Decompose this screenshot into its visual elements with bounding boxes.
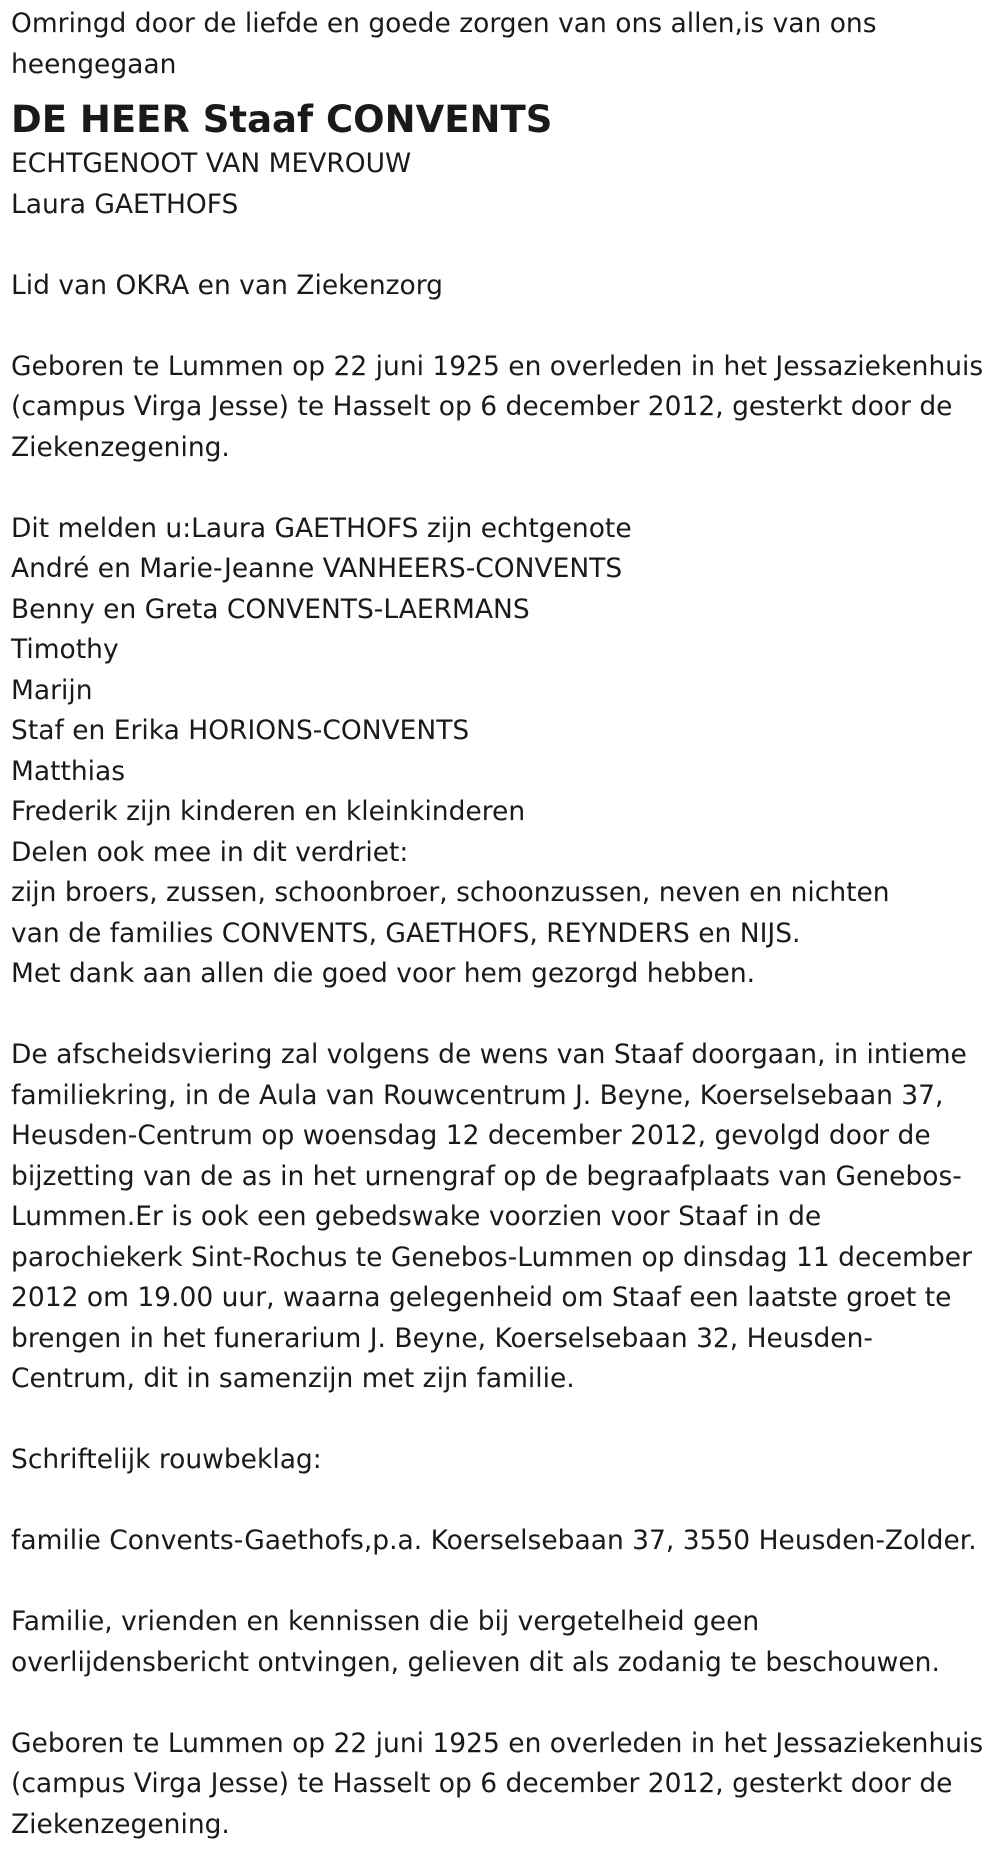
spacer bbox=[11, 1481, 996, 1522]
announcer-line: Matthias bbox=[11, 755, 126, 787]
announcer-line: Timothy bbox=[11, 634, 119, 665]
obituary-document bbox=[11, 4, 996, 1845]
announcer-line: Delen ook mee in dit verdriet: bbox=[11, 836, 409, 868]
announcer-line: van de families CONVENTS, GAETHOFS, REYNDERS en NIJS. bbox=[11, 917, 801, 949]
condolence-label: Schriftelijk rouwbeklag: bbox=[11, 1444, 322, 1475]
spacer bbox=[11, 995, 996, 1036]
birth-death-paragraph: Geboren te Lummen op 22 juni 1925 en overleden in het Jessaziekenhuis (campus Virga Jesse) te Hasselt op 6 december 2012, gesterkt door de Ziekenzegening. bbox=[11, 350, 992, 463]
spouse-line-1: ECHTGENOOT VAN MEVROUW bbox=[11, 148, 412, 179]
ceremony-paragraph: De afscheidsviering zal volgens de wens van Staaf doorgaan, in intieme familiekring, in de Aula van Rouwcentrum J. Beyne, Koerselsebaan 37, Heusden-Centrum op woensdag 12 december 2012, gevolgd door de bijzetting van de as in het urnengraf op de begraafplaats van Genebos-Lummen.Er is ook een gebedswake voorzien voor Staaf in de parochiekerk Sint-Rochus te Genebos-Lummen op dinsdag 11 december 2012 om 19.00 uur, waarna gelegenheid om Staaf een laatste groet te brengen in het funerarium J. Beyne, Koerselsebaan 32, Heusden-Centrum, dit in samenzijn met zijn familie. bbox=[11, 1039, 981, 1394]
spouse-line-2: Laura GAETHOFS bbox=[11, 188, 239, 220]
announcer-line: Met dank aan allen die goed voor hem gezorgd hebben. bbox=[11, 958, 756, 989]
birth-death-paragraph-repeat: Geboren te Lummen op 22 juni 1925 en overleden in het Jessaziekenhuis (campus Virga Jesse) te Hasselt op 6 december 2012, gesterkt door de Ziekenzegening. bbox=[11, 1727, 992, 1840]
announcer-line: Benny en Greta CONVENTS-LAERMANS bbox=[11, 593, 530, 625]
intro-text: Omringd door de liefde en goede zorgen van ons allen,is van ons heengegaan bbox=[11, 8, 885, 80]
membership-text: Lid van OKRA en van Ziekenzorg bbox=[11, 269, 443, 301]
condolence-address: familie Convents-Gaethofs,p.a. Koerselsebaan 37, 3550 Heusden-Zolder. bbox=[11, 1525, 977, 1556]
spacer bbox=[11, 468, 996, 509]
spacer bbox=[11, 1562, 996, 1603]
announcer-line: Dit melden u:Laura GAETHOFS zijn echtgenote bbox=[11, 512, 632, 544]
spacer bbox=[11, 306, 996, 347]
announcer-line: Frederik zijn kinderen en kleinkinderen bbox=[11, 796, 526, 827]
spacer bbox=[11, 1400, 996, 1441]
spacer bbox=[11, 1683, 996, 1724]
announcer-line: zijn broers, zussen, schoonbroer, schoonzussen, neven en nichten bbox=[11, 877, 890, 908]
announcers-list bbox=[11, 509, 996, 995]
announcer-line: André en Marie-Jeanne VANHEERS-CONVENTS bbox=[11, 553, 623, 584]
deceased-name-heading: DE HEER Staaf CONVENTS bbox=[11, 98, 553, 141]
spacer bbox=[11, 225, 996, 266]
announcer-line: Marijn bbox=[11, 674, 93, 706]
announcer-line: Staf en Erika HORIONS-CONVENTS bbox=[11, 715, 470, 746]
notice-paragraph: Familie, vrienden en kennissen die bij vergetelheid geen overlijdensbericht ontvingen, gelieven dit als zodanig te beschouwen. bbox=[11, 1606, 940, 1678]
